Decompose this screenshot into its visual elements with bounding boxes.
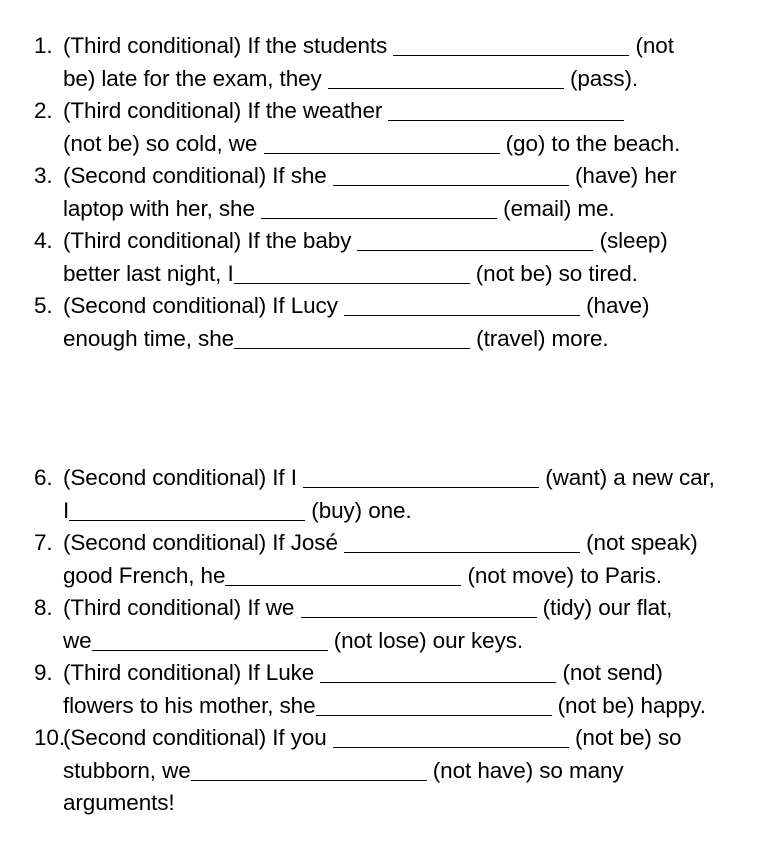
item-text: (email) me.: [497, 195, 615, 221]
item-text: (not send): [556, 660, 663, 685]
exercise-item-9: [34, 657, 744, 722]
item-text: (Third conditional) If the weather: [63, 98, 389, 123]
item-text: (not be) so cold, we: [63, 130, 264, 156]
answer-blank[interactable]: [303, 465, 539, 488]
exercise-item-4: [34, 225, 744, 290]
item-text: (Third conditional) If Luke: [63, 660, 321, 685]
answer-blank[interactable]: [191, 758, 427, 781]
item-text: (Second conditional) If you: [63, 725, 333, 750]
item-number: 9.: [34, 660, 53, 685]
answer-blank[interactable]: [357, 228, 593, 251]
answer-blank[interactable]: [92, 628, 328, 651]
answer-blank[interactable]: [333, 725, 569, 748]
item-number: 10.: [34, 725, 65, 750]
item-text: (not be) so: [568, 725, 682, 750]
item-text: enough time, she: [63, 325, 235, 351]
item-text: (Third conditional) If we: [63, 595, 301, 620]
item-number: 8.: [34, 595, 53, 620]
item-text: (travel) more.: [470, 325, 609, 351]
item-text: (Second conditional) If she: [63, 163, 333, 188]
item-text: laptop with her, she: [63, 195, 262, 221]
exercise-item-8: [34, 592, 744, 657]
item-text: (not be) happy.: [551, 692, 706, 718]
answer-blank[interactable]: [388, 98, 624, 121]
answer-blank[interactable]: [234, 261, 470, 284]
item-text: (not move) to Paris.: [461, 562, 662, 588]
item-number: 2.: [34, 98, 53, 123]
answer-blank[interactable]: [225, 563, 461, 586]
exercise-item-3: [34, 160, 744, 225]
exercise-item-1: [34, 30, 744, 95]
answer-blank[interactable]: [316, 693, 552, 716]
item-text: arguments!: [63, 790, 175, 815]
exercise-item-10: [34, 722, 744, 820]
item-text: (Third conditional) If the baby: [63, 228, 358, 253]
item-number: 3.: [34, 163, 53, 188]
answer-blank[interactable]: [344, 293, 580, 316]
answer-blank[interactable]: [234, 326, 470, 349]
item-text: better last night, I: [63, 260, 234, 286]
exercise-list-part-1: [34, 30, 744, 355]
item-text: (tidy) our flat,: [536, 595, 673, 620]
item-text: (buy) one.: [305, 497, 412, 523]
item-text: flowers to his mother, she: [63, 692, 316, 718]
item-text: (have): [580, 293, 650, 318]
answer-blank[interactable]: [328, 66, 564, 89]
exercise-item-7: [34, 527, 744, 592]
answer-blank[interactable]: [344, 530, 580, 553]
item-text: stubborn, we: [63, 757, 191, 783]
item-text: we: [63, 627, 92, 653]
item-text: (want) a new car,: [539, 465, 715, 490]
item-number: 7.: [34, 530, 53, 555]
item-text: (Third conditional) If the students: [63, 33, 394, 58]
item-text: (not be) so tired.: [469, 260, 638, 286]
item-text: (Second conditional) If José: [63, 530, 345, 555]
exercise-list-part-2: [34, 462, 744, 820]
answer-blank[interactable]: [393, 33, 629, 56]
item-text: (not have) so many: [426, 757, 624, 783]
item-number: 6.: [34, 465, 53, 490]
item-text: (not speak): [580, 530, 698, 555]
exercise-item-2: [34, 95, 744, 160]
item-number: 4.: [34, 228, 53, 253]
answer-blank[interactable]: [301, 595, 537, 618]
item-text: good French, he: [63, 562, 226, 588]
exercise-item-5: [34, 290, 744, 355]
answer-blank[interactable]: [333, 163, 569, 186]
item-text: (Second conditional) If Lucy: [63, 293, 345, 318]
item-text: (pass).: [563, 65, 639, 91]
item-text: (Second conditional) If I: [63, 465, 304, 490]
item-text: (sleep): [593, 228, 668, 253]
item-number: 1.: [34, 33, 53, 58]
answer-blank[interactable]: [261, 196, 497, 219]
answer-blank[interactable]: [320, 660, 556, 683]
exercise-item-6: [34, 462, 744, 527]
item-number: 5.: [34, 293, 53, 318]
answer-blank[interactable]: [69, 498, 305, 521]
answer-blank[interactable]: [264, 131, 500, 154]
item-text: be) late for the exam, they: [63, 65, 328, 91]
item-text: (have) her: [568, 163, 677, 188]
item-text: (not lose) our keys.: [327, 627, 524, 653]
item-text: (go) to the beach.: [499, 130, 681, 156]
item-text: (not: [629, 33, 674, 58]
item-text: I: [63, 497, 70, 523]
